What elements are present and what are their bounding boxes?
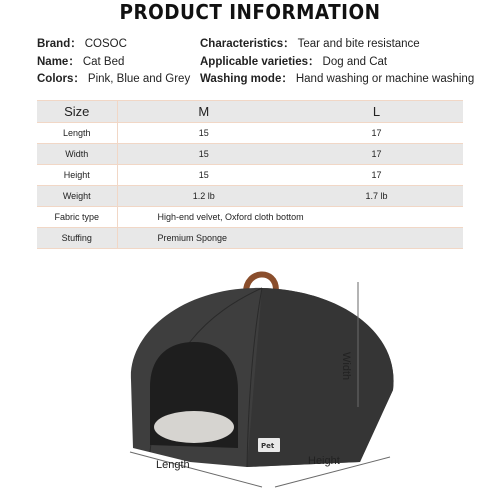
m-value: 1.2 lb	[192, 191, 215, 201]
name-info	[37, 55, 124, 69]
stuffing-value: Premium Sponge	[157, 233, 228, 243]
table-header-row	[37, 101, 463, 123]
m-value: 15	[198, 149, 209, 159]
washing-info	[200, 72, 474, 86]
name-value: Cat Bed	[82, 56, 125, 68]
row-label: Height	[37, 165, 117, 186]
m-value: 15	[198, 128, 209, 138]
name-label: Name：	[37, 56, 80, 68]
row-label: Width	[37, 144, 117, 165]
brand-value: COSOC	[84, 38, 127, 50]
l-value: 17	[371, 128, 382, 138]
page-title: PRODUCT INFORMATION	[119, 0, 381, 24]
row-label: Length	[37, 123, 117, 144]
brand-label: Brand：	[37, 38, 82, 50]
pet-bed-illustration	[0, 262, 500, 500]
colors-label: Colors：	[37, 73, 85, 85]
row-label: Stuffing	[37, 228, 117, 249]
washing-value: Hand washing or machine washing	[295, 73, 475, 85]
table-row	[37, 228, 463, 249]
l-value: 17	[371, 170, 382, 180]
applicable-info	[200, 55, 387, 69]
height-label: Height	[308, 455, 340, 467]
bed-cushion	[154, 411, 234, 443]
l-value: 1.7 lb	[365, 191, 388, 201]
characteristics-label: Characteristics：	[200, 38, 295, 50]
colors-value: Pink, Blue and Grey	[87, 73, 191, 85]
brand-info	[37, 37, 127, 51]
characteristics-value: Tear and bite resistance	[297, 38, 420, 50]
colors-info	[37, 72, 190, 86]
fabric-value: High-end velvet, Oxford cloth bottom	[157, 212, 304, 222]
m-value: 15	[198, 170, 209, 180]
table-row	[37, 165, 463, 186]
applicable-value: Dog and Cat	[322, 56, 388, 68]
table-row	[37, 144, 463, 165]
size-header: Size	[37, 101, 117, 123]
l-value: 17	[371, 149, 382, 159]
applicable-label: Applicable varieties：	[200, 56, 320, 68]
brand-tag-text: Pet	[261, 442, 275, 450]
row-label: Weight	[37, 186, 117, 207]
size-table	[37, 100, 463, 249]
washing-label: Washing mode：	[200, 73, 293, 85]
table-row	[37, 207, 463, 228]
table-row	[37, 186, 463, 207]
row-label: Fabric type	[37, 207, 117, 228]
length-label: Length	[156, 459, 190, 471]
width-label: Width	[340, 352, 352, 381]
l-header: L	[372, 104, 381, 119]
m-header: M	[198, 104, 210, 119]
table-row	[37, 123, 463, 144]
characteristics-info	[200, 37, 420, 51]
